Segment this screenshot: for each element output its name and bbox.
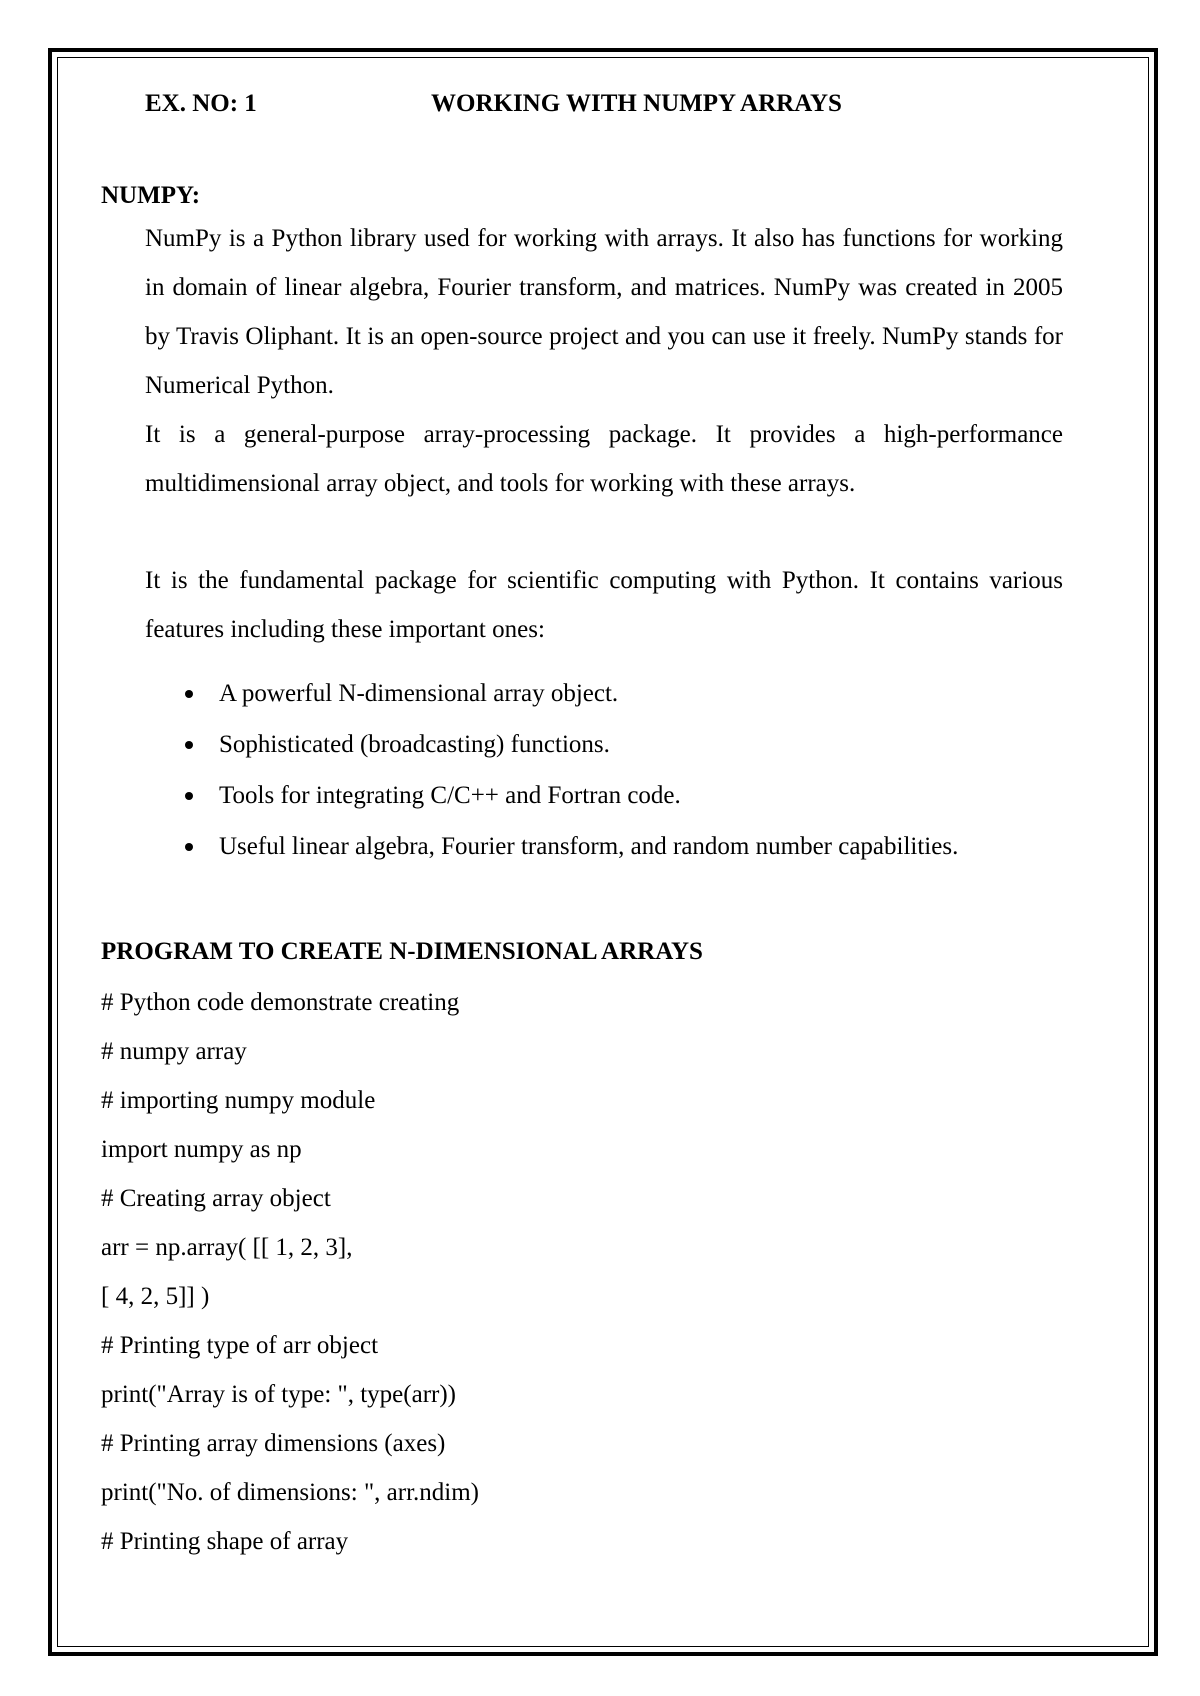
- code-line: [ 4, 2, 5]] ): [101, 1283, 210, 1310]
- paragraph-intro: NumPy is a Python library used for working with arrays. It also has functions for working in domain of linear algebra, Fourier transform, and matrices. NumPy was created in 2005 by Travis Oliphant. It is an open-source project and you can use it freely. NumPy stands for Numerical Python.: [145, 225, 1063, 399]
- paragraph-fundamental: It is the fundamental package for scientific computing with Python. It contains various features including these important ones:: [145, 567, 1063, 643]
- code-line: # Printing array dimensions (axes): [101, 1430, 446, 1457]
- list-item: [181, 829, 958, 880]
- code-line: import numpy as np: [101, 1136, 302, 1163]
- code-line: # importing numpy module: [101, 1087, 376, 1114]
- bullet-icon: [185, 792, 193, 800]
- code-line: # Printing type of arr object: [101, 1332, 379, 1359]
- program-heading: PROGRAM TO CREATE N-DIMENSIONAL ARRAYS: [101, 938, 703, 965]
- bullet-icon: [185, 843, 193, 851]
- feature-list: [181, 676, 958, 880]
- exercise-number: EX. NO: 1: [145, 90, 257, 117]
- code-line: arr = np.array( [[ 1, 2, 3],: [101, 1234, 353, 1261]
- code-line: # numpy array: [101, 1038, 247, 1065]
- code-line: print("No. of dimensions: ", arr.ndim): [101, 1479, 480, 1506]
- list-item: [181, 676, 958, 727]
- bullet-icon: [185, 741, 193, 749]
- feature-text: A powerful N-dimensional array object.: [219, 680, 619, 707]
- numpy-heading: NUMPY:: [101, 182, 201, 209]
- paragraph-general-purpose: It is a general-purpose array-processing package. It provides a high-performance multidimensional array object, and tools for working with these arrays.: [145, 421, 1063, 497]
- feature-text: Useful linear algebra, Fourier transform, and random number capabilities.: [219, 833, 959, 860]
- code-line: # Python code demonstrate creating: [101, 989, 460, 1016]
- code-listing: [101, 983, 479, 1571]
- bullet-icon: [185, 690, 193, 698]
- feature-text: Sophisticated (broadcasting) functions.: [219, 731, 610, 758]
- code-line: # Printing shape of array: [101, 1528, 349, 1555]
- feature-text: Tools for integrating C/C++ and Fortran code.: [219, 782, 681, 809]
- exercise-title: WORKING WITH NUMPY ARRAYS: [431, 90, 842, 117]
- list-item: [181, 778, 958, 829]
- list-item: [181, 727, 958, 778]
- code-line: # Creating array object: [101, 1185, 331, 1212]
- code-line: print("Array is of type: ", type(arr)): [101, 1381, 457, 1408]
